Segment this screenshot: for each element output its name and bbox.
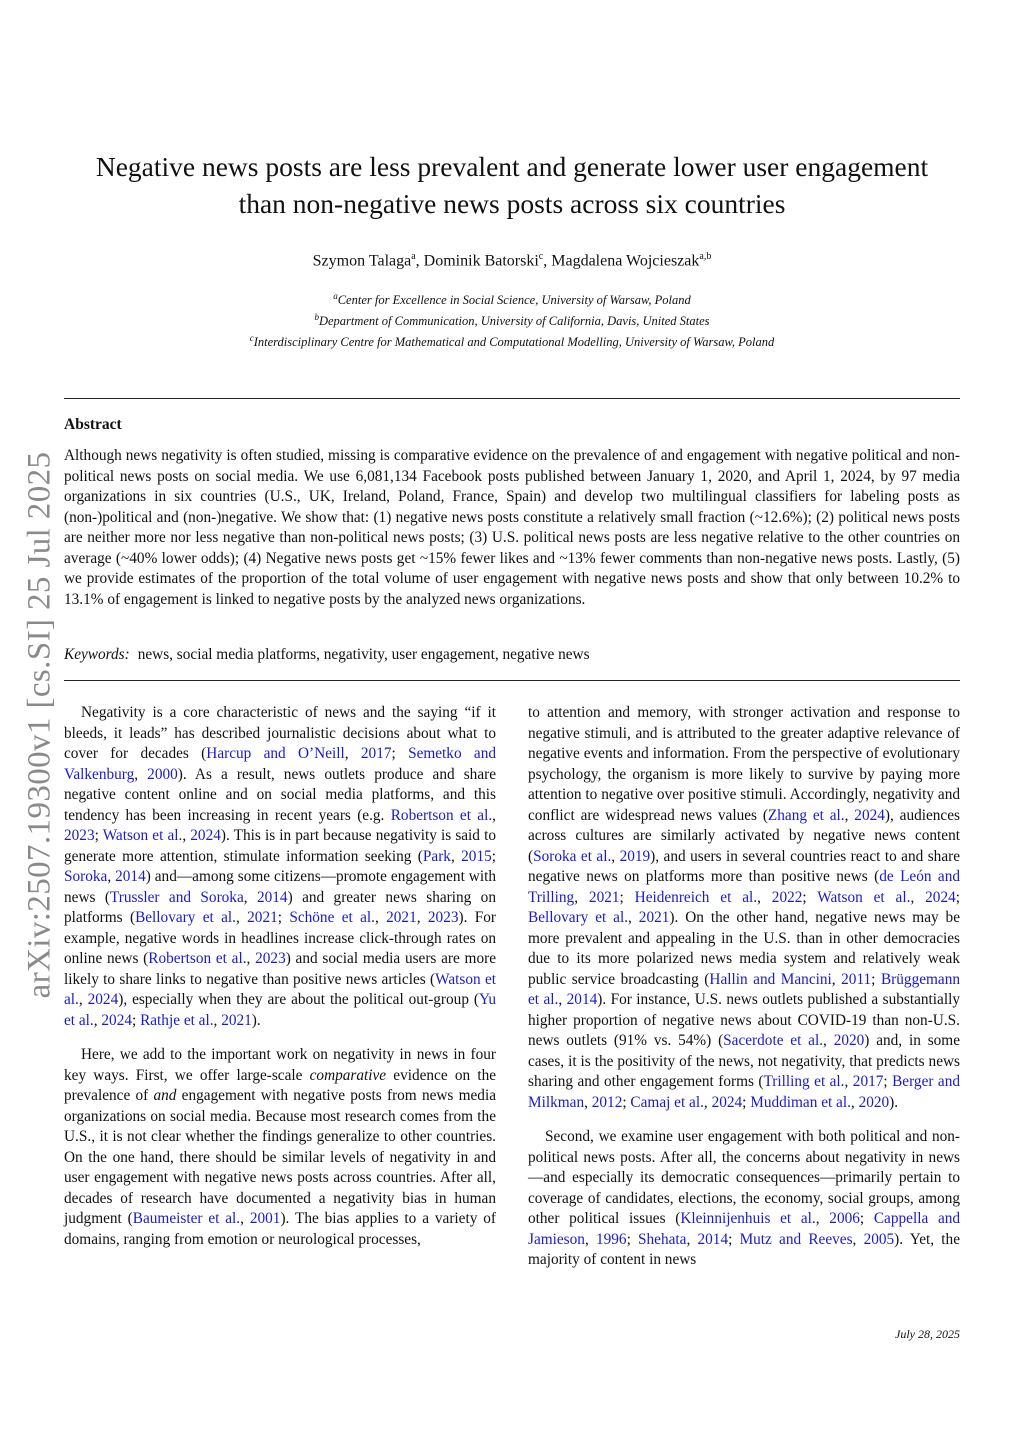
citation-link[interactable]: 2023 — [427, 909, 459, 926]
affiliation — [60, 330, 964, 351]
citation-link[interactable]: 2021 — [638, 909, 670, 926]
citation-link[interactable]: Rathje et al. — [140, 1011, 214, 1029]
citation-link[interactable]: Hallin and Mancini — [709, 970, 832, 988]
citation-link[interactable]: de León and Trilling — [528, 868, 960, 906]
text-run: , — [815, 1210, 830, 1227]
citation-link[interactable]: Trilling et al. — [763, 1073, 845, 1090]
text-run: ). This is in part because negativity is said to generate more attention, stimulate information seeking ( — [64, 827, 496, 865]
citation-link[interactable]: 2021 — [247, 909, 278, 926]
text-run: ; — [391, 745, 409, 762]
citation-link[interactable]: Watson et al. — [102, 827, 183, 844]
text-run: , — [823, 1032, 834, 1049]
text-run: ; — [802, 888, 818, 906]
citation-link[interactable]: 2011 — [841, 970, 872, 988]
text-run: ). For example, negative words in headlines increase click-through rates on online news ( — [64, 909, 496, 967]
text-run: ) and social media users are more likely to share links to negative than positive news articles ( — [64, 950, 496, 988]
text-run: ; — [728, 1230, 740, 1248]
citation-link[interactable]: Heidenreich et al. — [634, 888, 758, 906]
citation-link[interactable]: Harcup and O’Neill — [206, 745, 345, 762]
citation-link[interactable]: Trussler and Soroka — [109, 888, 244, 906]
citation-link[interactable]: Watson et al. — [817, 888, 911, 906]
citation-link[interactable]: Muddiman et al. — [750, 1093, 851, 1111]
affiliation-text: Department of Communication, University of California, Davis, United States — [318, 314, 710, 329]
text-run: , — [78, 991, 88, 1008]
text-run: ), and users in several countries react to and share negative news on platforms more than positive news ( — [528, 847, 961, 885]
citation-link[interactable]: Robertson et al. — [148, 950, 247, 967]
citation-link[interactable]: 2023 — [64, 827, 95, 844]
text-run: ; — [94, 827, 103, 844]
citation-link[interactable]: Mutz and Reeves — [739, 1230, 853, 1248]
citation-link[interactable]: 1996 — [595, 1230, 627, 1248]
citation-link[interactable]: 2017 — [852, 1073, 884, 1090]
citation-link[interactable]: 2014 — [256, 888, 288, 906]
paragraph — [64, 703, 496, 1031]
citation-link[interactable]: Baumeister et al. — [132, 1210, 241, 1227]
text-run: Second, we examine user engagement with both political and non-political news posts. After all, the concerns about negativity in news—and especially its democratic consequences—primarily pertain to coverage of candidates, elections, the economy, social groups, among other political issues ( — [528, 1128, 960, 1227]
text-run: , — [246, 950, 256, 967]
citation-link[interactable]: 2015 — [461, 847, 492, 865]
text-run: ) and, in some cases, it is the positivity of the news, not negativity, that predicts news sharing and other engagement forms ( — [528, 1032, 960, 1090]
text-run: , — [910, 888, 926, 906]
citation-link[interactable]: Schöne et al. — [289, 909, 375, 926]
author: Szymon Talaga — [312, 252, 412, 270]
text-run: , — [134, 765, 148, 783]
citation-link[interactable]: 2022 — [771, 888, 803, 906]
text-run: ). — [889, 1093, 899, 1111]
citation-link[interactable]: 2012 — [591, 1093, 623, 1111]
text-run: ). — [251, 1011, 261, 1029]
citation-link[interactable]: Brüggemann et al. — [528, 970, 960, 1008]
citation-link[interactable]: 2021 — [386, 909, 417, 926]
text-run: , — [850, 1093, 859, 1111]
citation-link[interactable]: Robertson et al. — [390, 806, 493, 824]
text-run: , — [584, 1093, 592, 1111]
text-run: , — [450, 847, 462, 865]
text-run: , — [374, 909, 387, 926]
citation-link[interactable]: 2020 — [833, 1032, 865, 1049]
text-run: ). On the other hand, negative news may be more prevalent and appealing in the U.S. than in other democracies due to its more polarized news media system and relatively weak public service broadcasting ( — [528, 909, 960, 988]
citation-link[interactable]: 2024 — [101, 1011, 132, 1029]
citation-link[interactable]: Soroka et al. — [533, 847, 612, 865]
text-run: , — [844, 1073, 853, 1090]
text-run: ). Yet, the majority of content in news — [528, 1230, 960, 1268]
affiliation-text: Interdisciplinary Centre for Mathematical and Computational Modelling, University of Warsaw, Poland — [253, 335, 775, 350]
author-affil-mark: a — [411, 251, 416, 262]
citation-link[interactable]: Kleinnijenhuis et al. — [680, 1210, 816, 1227]
text-run: , — [93, 1011, 102, 1029]
text-run: , — [611, 847, 620, 865]
paragraph — [528, 703, 960, 1113]
author: Magdalena Wojcieszak — [551, 252, 700, 270]
text-run: ). As a result, news outlets produce and share negative content online and on social media platforms, and this tendency has been increasing in recent years (e.g. — [64, 765, 496, 824]
text-run: evidence on the prevalence of — [64, 1066, 497, 1104]
keywords — [64, 645, 960, 665]
citation-link[interactable]: Bellovary et al. — [528, 909, 629, 926]
text-run: , — [574, 888, 589, 906]
text-run: , — [492, 806, 496, 824]
citation-link[interactable]: 2017 — [360, 745, 392, 762]
text-run: ; — [619, 888, 635, 906]
author-list: Szymon Talaga$^a$, Dominik Batorski$^c$, Magdalena Wojcieszak$^{a,b}$ — [312, 251, 712, 270]
citation-link[interactable]: 2019 — [619, 847, 651, 865]
text-run: , — [844, 806, 855, 824]
text-run: , — [416, 909, 428, 926]
citation-link[interactable]: Watson et al. — [64, 970, 497, 1008]
text-run: ) and greater news sharing on platforms ( — [64, 888, 496, 926]
author-affil-mark: c — [538, 251, 544, 262]
citation-link[interactable]: 2001 — [249, 1210, 281, 1227]
text-run: , — [757, 888, 772, 906]
text-run: ). The bias applies to a variety of domains, ranging from emotion or neurological processes, — [64, 1210, 496, 1248]
text-run: to attention and memory, with stronger activation and response to negative stimuli, and is attributed to the greater adaptive relevance of negative events and information. From the perspective of evolutionary psychology, the organism is more likely to survive by paying more attention to negative over positive stimuli. Accordingly, negativity and conflict are widespread news values ( — [528, 704, 960, 824]
citation-link[interactable]: Yu et al. — [64, 991, 496, 1029]
affiliation-mark: b — [314, 312, 319, 323]
text-run: , — [240, 1210, 250, 1227]
emphasis-text: and — [153, 1087, 177, 1104]
text-run: ; — [491, 847, 496, 865]
text-run: ; — [883, 1073, 893, 1090]
affiliation-mark: c — [249, 333, 254, 344]
text-run: Negativity is a core characteristic of news and the saying “if it bleeds, it leads” has described journalistic decisions about what to cover for decades ( — [64, 704, 496, 762]
arxiv-identifier[interactable]: arXiv:2507.19300v1 [cs.SI] 25 Jul 2025 — [21, 451, 58, 999]
affiliation-text: Center for Excellence in Social Science, University of Warsaw, Poland — [337, 293, 691, 308]
text-run: , — [344, 745, 361, 762]
text-run: ; — [131, 1011, 141, 1029]
citation-link[interactable]: 2023 — [255, 950, 286, 967]
text-run: , — [703, 1093, 712, 1111]
title-line-1: Negative news posts are less prevalent and generate lower user engagement — [95, 151, 929, 182]
body-column-right — [528, 703, 960, 1285]
affiliation-list — [60, 288, 964, 351]
arxiv-sidebar — [14, 440, 66, 1010]
text-run: ; — [626, 1230, 639, 1248]
text-run: ), audiences across cultures are similarly activated by negative news content ( — [528, 806, 960, 865]
citation-link[interactable]: Camaj et al. — [630, 1093, 704, 1111]
text-run: , — [182, 827, 191, 844]
abstract-text: Although news negativity is often studied, missing is comparative evidence on the prevalence of and engagement with negative political and non-political news posts on social media. We use 6,081,134 Facebook posts published between January 1, 2020, and April 1, 2024, by 97 media organizations in six countries (U.S., UK, Ireland, Poland, France, Spain) and develop two multilingual classifiers for labeling posts as (non-)political and (non-)negative. We show that: (1) negative news posts constitute a relatively small fraction (~12.6%); (2) political news posts are neither more nor less negative than non-political news posts; (3) U.S. political news posts are less negative relative to the other countries on average (~40% lower odds); (4) Negative news posts get ~15% fewer likes and ~13% fewer comments than non-negative news posts. Lastly, (5) we provide estimates of the proportion of the total volume of user engagement with negative news posts and show that only between 10.2% to 13.1% of engagement is linked to negative posts by the analyzed news organizations. — [64, 447, 960, 608]
citation-link[interactable]: 2014 — [115, 868, 146, 885]
citation-link[interactable]: 2021 — [588, 888, 620, 906]
text-run: , — [558, 991, 567, 1008]
citation-link[interactable]: 2024 — [925, 888, 956, 906]
citation-link[interactable]: Zhang et al. — [767, 806, 845, 824]
keywords-text: news, social media platforms, negativity, user engagement, negative news — [137, 646, 590, 663]
divider-top — [64, 398, 960, 399]
text-run: ; — [277, 909, 290, 926]
text-run: ; — [742, 1093, 751, 1111]
keywords-label: Keywords: — [64, 646, 130, 663]
emphasis-text: comparative — [309, 1066, 387, 1084]
body-column-left — [64, 703, 496, 1264]
citation-link[interactable]: Shehata — [638, 1230, 687, 1248]
paper-title — [60, 148, 964, 222]
affiliation — [60, 288, 964, 309]
title-line-2: than non-negative news posts across six countries — [238, 188, 786, 219]
text-run: ) and—among some citizens—promote engagement with news ( — [64, 868, 496, 906]
text-run: , — [243, 888, 257, 906]
affiliation — [60, 309, 964, 330]
abstract-body — [64, 446, 960, 610]
citation-link[interactable]: Semetko and Valkenburg — [64, 745, 496, 783]
citation-link[interactable]: 2014 — [697, 1230, 729, 1248]
text-run: ; — [871, 970, 881, 988]
text-run: , — [107, 868, 116, 885]
text-run: , — [235, 909, 248, 926]
citation-link[interactable]: 2005 — [863, 1230, 895, 1248]
affiliation-mark: a — [333, 291, 338, 301]
citation-link[interactable]: 2020 — [858, 1093, 890, 1111]
text-run: , — [213, 1011, 222, 1029]
text-run: engagement with negative posts from news media organizations on social media. Because most research comes from the U.S., it is not clear whether the findings generalize to other countries. On the one hand, there should be similar levels of negativity in and user engagement with negative news posts across countries. After all, decades of research have documented a negativity bias in human judgment ( — [64, 1087, 496, 1227]
text-run: ; — [859, 1210, 874, 1227]
paragraph — [64, 1045, 496, 1250]
text-run: , — [686, 1230, 698, 1248]
text-run: ), especially when they are about the political out-group ( — [118, 991, 479, 1008]
text-run: Here, we add to the important work on negativity in news in four key ways. First, we offer large-scale — [64, 1046, 496, 1084]
citation-link[interactable]: Park — [422, 847, 451, 865]
citation-link[interactable]: 2014 — [566, 991, 598, 1008]
text-run: , — [628, 909, 639, 926]
citation-link[interactable]: 2000 — [147, 765, 178, 783]
citation-link[interactable]: 2024 — [87, 991, 119, 1008]
citation-link[interactable]: Berger and Milkman — [528, 1073, 960, 1111]
page-date: July 28, 2025 — [895, 1327, 960, 1341]
author: Dominik Batorski — [423, 252, 539, 270]
abstract-heading: Abstract — [64, 416, 122, 433]
citation-link[interactable]: Bellovary et al. — [135, 909, 236, 926]
citation-link[interactable]: 2024 — [711, 1093, 743, 1111]
citation-link[interactable]: 2006 — [829, 1210, 860, 1227]
text-run: ; — [622, 1093, 631, 1111]
text-run: ; — [955, 888, 960, 906]
citation-link[interactable]: 2021 — [221, 1011, 252, 1029]
author-affil-mark: a,b — [699, 251, 712, 262]
citation-link[interactable]: 2024 — [854, 806, 885, 824]
citation-link[interactable]: 2024 — [190, 827, 221, 844]
text-run: , — [831, 970, 842, 988]
paragraph — [528, 1127, 960, 1271]
text-run: , — [852, 1230, 864, 1248]
text-run: , — [584, 1230, 596, 1248]
citation-link[interactable]: Cappella and Jamieson — [528, 1210, 961, 1248]
citation-link[interactable]: Sacerdote et al. — [723, 1032, 824, 1049]
citation-link[interactable]: Soroka — [64, 868, 108, 885]
divider-bottom — [64, 680, 960, 681]
text-run: ). For instance, U.S. news outlets published a substantially higher proportion of negative news about COVID-19 than non-U.S. news outlets (91% vs. 54%) ( — [528, 991, 960, 1049]
